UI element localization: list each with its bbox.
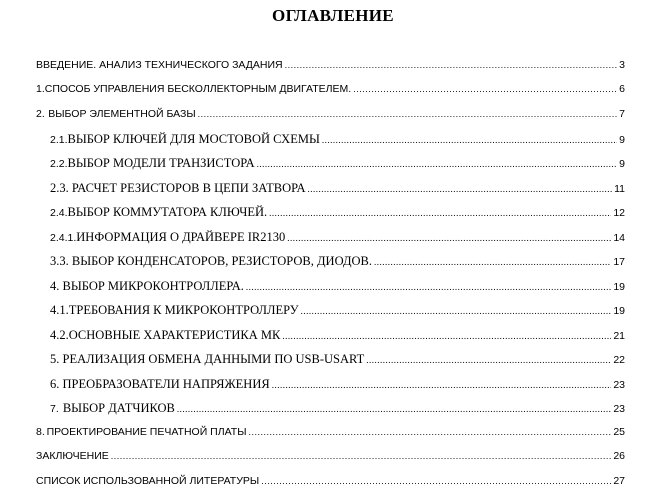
- toc-entry[interactable]: [36, 83, 625, 101]
- toc-entry-page: 19: [613, 305, 625, 317]
- toc-entry-label: ВЫБОР ДАТЧИКОВ: [62, 401, 175, 415]
- toc-entry[interactable]: [50, 132, 625, 150]
- toc-entry[interactable]: [36, 59, 625, 77]
- toc-entry[interactable]: [50, 279, 625, 297]
- toc-entry-page: 19: [613, 281, 625, 293]
- toc-entry-page: 26: [613, 450, 625, 462]
- toc-leader-dots: [177, 404, 611, 414]
- toc-leader-dots: [261, 476, 611, 486]
- toc-entry[interactable]: [50, 205, 625, 223]
- toc-entry-label: ВВЕДЕНИЕ. АНАЛИЗ ТЕХНИЧЕСКОГО ЗАДАНИЯ: [36, 59, 283, 71]
- toc-entry-label: 4. ВЫБОР МИКРОКОНТРОЛЛЕРА.: [50, 279, 244, 293]
- toc-leader-dots: [366, 355, 611, 365]
- toc-entry-number: 2.1.: [50, 134, 68, 146]
- toc-entry-label: СПОСОБ УПРАВЛЕНИЯ БЕСКОЛЛЕКТОРНЫМ ДВИГАТЕЛЕМ.: [44, 83, 352, 95]
- toc-entry-label: 4.1.ТРЕБОВАНИЯ К МИКРОКОНТРОЛЛЕРУ: [50, 303, 299, 317]
- toc-entry-label: 5. РЕАЛИЗАЦИЯ ОБМЕНА ДАННЫМИ ПО USB-USART: [50, 352, 365, 366]
- toc-leader-dots: [246, 282, 611, 292]
- toc-entry[interactable]: [50, 156, 625, 174]
- toc-leader-dots: [301, 306, 612, 316]
- toc-entry-number: 2.2.: [50, 158, 68, 170]
- toc-leader-dots: [269, 208, 611, 218]
- toc-entry-label: ВЫБОР КОММУТАТОРА КЛЮЧЕЙ.: [67, 205, 268, 219]
- toc-entry-page: 27: [613, 475, 625, 487]
- toc-entry-label: СПИСОК ИСПОЛЬЗОВАННОЙ ЛИТЕРАТУРЫ: [36, 475, 260, 487]
- toc-entry-page: 12: [613, 207, 625, 219]
- toc-entry[interactable]: [50, 230, 625, 248]
- toc-entry-page: 9: [619, 134, 625, 146]
- toc-leader-dots: [282, 331, 611, 341]
- toc-entry-page: 9: [619, 158, 625, 170]
- toc-entry-number: 7.: [50, 403, 59, 415]
- toc-leader-dots: [322, 135, 617, 145]
- toc-entry[interactable]: [36, 475, 625, 493]
- toc-entry[interactable]: [36, 450, 625, 468]
- toc-entry-number: 2.4.: [50, 207, 68, 219]
- toc-entry-number: 2.4.1.: [50, 232, 77, 244]
- toc-entry-number: 1.: [36, 83, 45, 95]
- toc-leader-dots: [285, 60, 618, 70]
- toc-entry-number: 2.: [36, 108, 45, 120]
- toc-entry-page: 14: [613, 232, 625, 244]
- toc-entry[interactable]: [36, 108, 625, 126]
- toc-leader-dots: [272, 380, 612, 390]
- toc-entry-page: 22: [613, 354, 625, 366]
- toc-entry-label: 3.3. ВЫБОР КОНДЕНСАТОРОВ, РЕЗИСТОРОВ, ДИОДОВ.: [50, 254, 372, 268]
- toc-entry-label: ПРОЕКТИРОВАНИЕ ПЕЧАТНОЙ ПЛАТЫ: [46, 426, 247, 438]
- toc-entry-page: 6: [619, 83, 625, 95]
- toc-entry-label: 2.3. РАСЧЕТ РЕЗИСТОРОВ В ЦЕПИ ЗАТВОРА: [50, 181, 306, 195]
- toc-leader-dots: [374, 257, 611, 267]
- toc-entry-label: ВЫБОР КЛЮЧЕЙ ДЛЯ МОСТОВОЙ СХЕМЫ: [67, 132, 320, 146]
- toc-entry[interactable]: [50, 377, 625, 395]
- toc-entry-page: 7: [619, 108, 625, 120]
- toc-entry-page: 23: [613, 403, 625, 415]
- toc-leader-dots: [111, 451, 612, 461]
- toc-entry-label: ЗАКЛЮЧЕНИЕ: [36, 450, 109, 462]
- toc-leader-dots: [353, 84, 617, 94]
- toc-entry[interactable]: [50, 303, 625, 321]
- toc-entry[interactable]: [50, 352, 625, 370]
- toc-leader-dots: [248, 427, 611, 437]
- toc-entry-label: 4.2.ОСНОВНЫЕ ХАРАКТЕРИСТИКА МК: [50, 328, 281, 342]
- toc-leader-dots: [308, 184, 613, 194]
- toc-entry-page: 11: [614, 183, 625, 195]
- toc-entry[interactable]: [50, 254, 625, 272]
- toc-leader-dots: [257, 159, 618, 169]
- toc-title: ОГЛАВЛЕНИЕ: [272, 6, 394, 25]
- toc-entry-page: 25: [613, 426, 625, 438]
- toc-entry[interactable]: [50, 401, 625, 419]
- toc-entry[interactable]: [36, 426, 625, 444]
- toc-entry[interactable]: [50, 328, 625, 346]
- toc-entry[interactable]: [50, 181, 625, 199]
- toc-entry-label: 6. ПРЕОБРАЗОВАТЕЛИ НАПРЯЖЕНИЯ: [50, 377, 270, 391]
- toc-entry-label: ВЫБОР ЭЛЕМЕНТНОЙ БАЗЫ: [48, 108, 196, 120]
- toc-entry-label: ВЫБОР МОДЕЛИ ТРАНЗИСТОРА: [67, 156, 255, 170]
- toc-leader-dots: [287, 233, 611, 243]
- toc-entry-label: ИНФОРМАЦИЯ О ДРАЙВЕРЕ IR2130: [76, 230, 286, 244]
- toc-entry-page: 21: [613, 330, 625, 342]
- toc-entry-page: 17: [613, 256, 625, 268]
- toc-entry-page: 3: [619, 59, 625, 71]
- toc-entry-page: 23: [613, 379, 625, 391]
- toc-entry-number: 8.: [36, 426, 45, 438]
- toc-leader-dots: [198, 109, 618, 119]
